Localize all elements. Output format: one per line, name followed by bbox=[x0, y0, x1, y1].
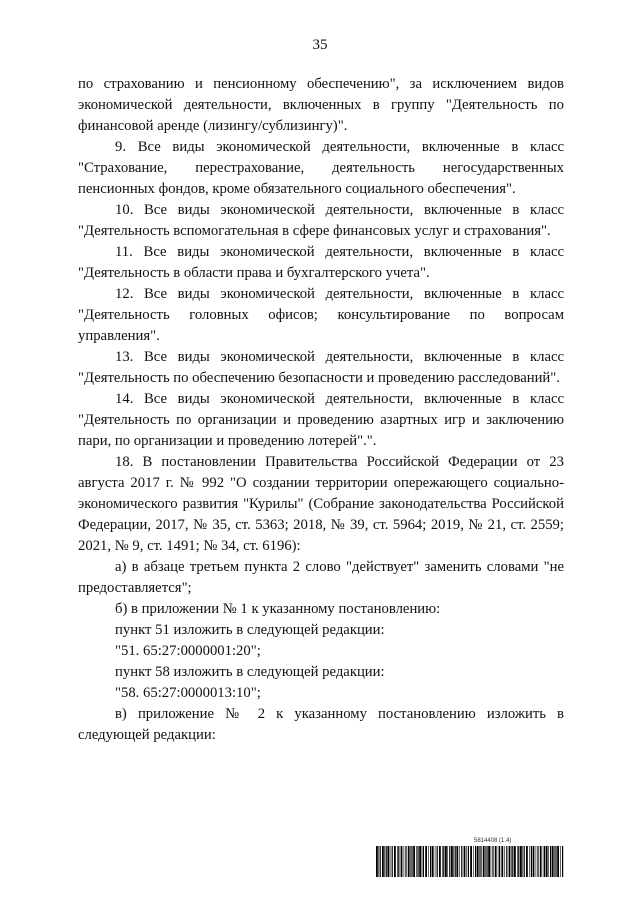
subparagraph-b: б) в приложении № 1 к указанному постановлению: bbox=[115, 601, 441, 617]
amendment-point-51-text: "51. 65:27:0000001:20"; bbox=[115, 643, 261, 659]
paragraph-item-9: 9. Все виды экономической деятельности, включенные в класс "Страхование, перестрахование, деятельность негосударственных пенсионных фондов, кроме обязательного социального обеспечения". bbox=[78, 139, 564, 197]
page-number: 35 bbox=[312, 37, 328, 53]
subparagraph-v: в) приложение № 2 к указанному постановлению изложить в следующей редакции: bbox=[78, 706, 564, 743]
barcode-icon bbox=[376, 846, 565, 877]
paragraph-item-12: 12. Все виды экономической деятельности, включенные в класс "Деятельность головных офисов; консультирование по вопросам управления". bbox=[78, 286, 564, 344]
document-id-label: 5814408 (1.4) bbox=[474, 838, 512, 844]
paragraph-item-11: 11. Все виды экономической деятельности, включенные в класс "Деятельность в области права и бухгалтерского учета". bbox=[78, 244, 564, 281]
paragraph-item-13: 13. Все виды экономической деятельности, включенные в класс "Деятельность по обеспечению безопасности и проведению расследований". bbox=[78, 349, 564, 386]
paragraph-item-10: 10. Все виды экономической деятельности, включенные в класс "Деятельность вспомогательная в сфере финансовых услуг и страхования". bbox=[78, 202, 564, 239]
amendment-point-58-intro: пункт 58 изложить в следующей редакции: bbox=[115, 664, 385, 680]
document-body bbox=[78, 74, 564, 746]
paragraph-item-14: 14. Все виды экономической деятельности, включенные в класс "Деятельность по организации и проведению азартных игр и заключению пари, по организации и проведению лотерей".". bbox=[78, 391, 564, 449]
amendment-point-58-text: "58. 65:27:0000013:10"; bbox=[115, 685, 261, 701]
amendment-point-51-intro: пункт 51 изложить в следующей редакции: bbox=[115, 622, 385, 638]
subparagraph-a: а) в абзаце третьем пункта 2 слово "действует" заменить словами "не предоставляется"; bbox=[78, 559, 564, 596]
paragraph-item-18: 18. В постановлении Правительства Российской Федерации от 23 августа 2017 г. № 992 "О создании территории опережающего социально-экономического развития "Курилы" (Собрание законодательства Российской Федерации, 2017, № 35, ст. 5363; 2018, № 39, ст. 5964; 2019, № 21, ст. 2559; 2021, № 9, ст. 1491; № 34, ст. 6196): bbox=[78, 454, 564, 554]
paragraph-continuation: по страхованию и пенсионному обеспечению", за исключением видов экономической деятельности, включенных в группу "Деятельность по финансовой аренде (лизингу/сублизингу)". bbox=[78, 76, 564, 134]
